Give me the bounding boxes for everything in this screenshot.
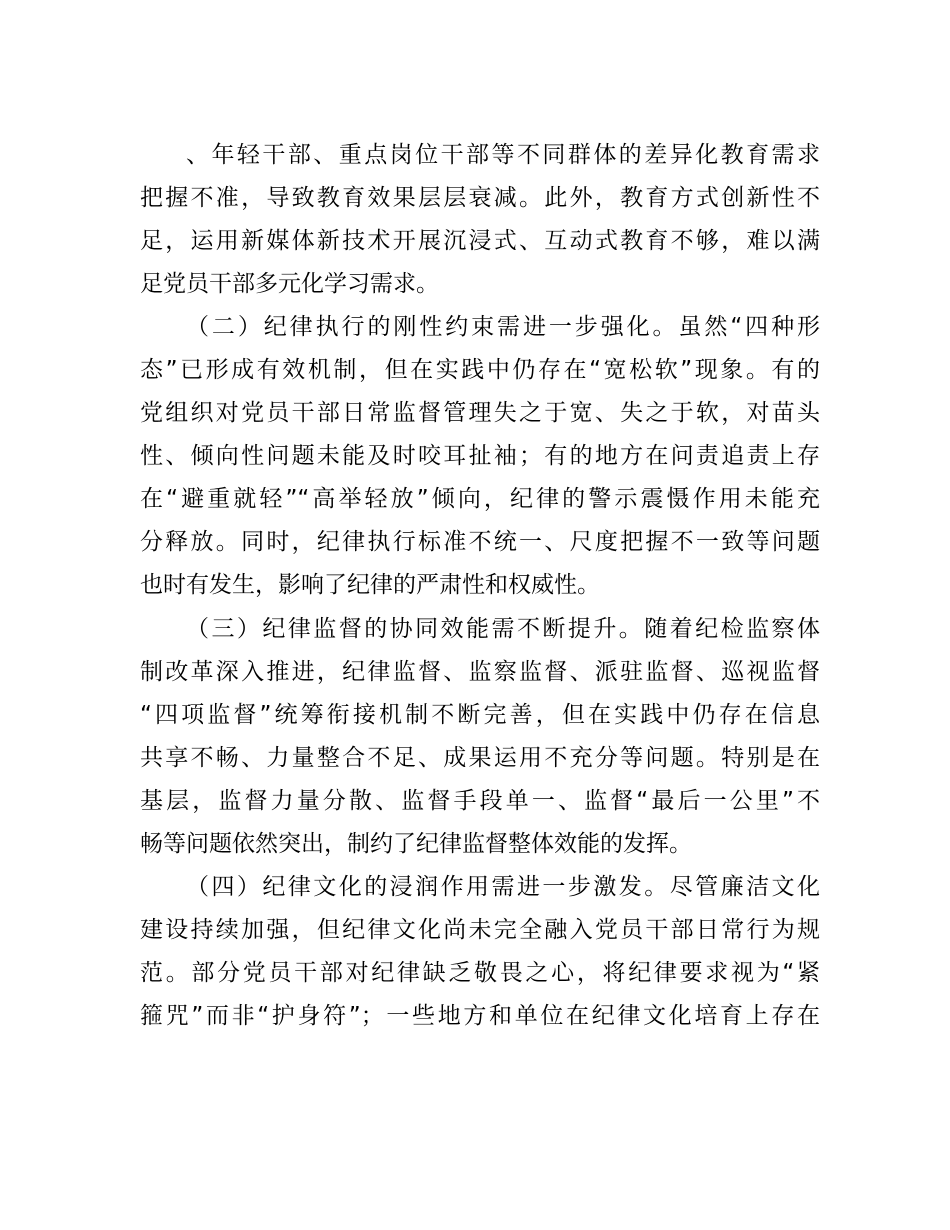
text-line: 建设持续加强，但纪律文化尚未完全融入党员干部日常行为规	[140, 917, 820, 943]
paragraph-discipline-enforcement	[140, 306, 820, 607]
text-line: 范。部分党员干部对纪律缺乏敬畏之心，将纪律要求视为“紧	[140, 960, 820, 986]
text-line: 党组织对党员干部日常监督管理失之于宽、失之于软，对苗头	[140, 400, 820, 426]
paragraph-continued-education-needs	[140, 134, 820, 306]
text-line: 、年轻干部、重点岗位干部等不同群体的差异化教育需求	[186, 142, 820, 168]
text-line: 分释放。同时，纪律执行标准不统一、尺度把握不一致等问题	[140, 529, 820, 555]
paragraph-discipline-supervision	[140, 608, 820, 866]
text-line: 基层，监督力量分散、监督手段单一、监督“最后一公里”不	[140, 788, 820, 814]
text-line: 也时有发生，影响了纪律的严肃性和权威性。	[140, 572, 600, 598]
text-line: （三）纪律监督的协同效能需不断提升。随着纪检监察体	[186, 616, 820, 642]
paragraph-discipline-culture	[140, 866, 820, 1038]
text-line: 把握不准，导致教育效果层层衰减。此外，教育方式创新性不	[140, 185, 820, 211]
text-line: （二）纪律执行的刚性约束需进一步强化。虽然“四种形	[186, 314, 820, 340]
text-line: 制改革深入推进，纪律监督、监察监督、派驻监督、巡视监督	[140, 659, 820, 685]
text-line: 性、倾向性问题未能及时咬耳扯袖；有的地方在问责追责上存	[140, 443, 820, 469]
text-line: “四项监督”统筹衔接机制不断完善，但在实践中仍存在信息	[140, 702, 820, 728]
text-line: 在“避重就轻”“高举轻放”倾向，纪律的警示震慑作用未能充	[140, 486, 820, 512]
text-line: 足，运用新媒体新技术开展沉浸式、互动式教育不够，难以满	[140, 228, 820, 254]
text-line: 足党员干部多元化学习需求。	[140, 271, 439, 297]
text-line: 态”已形成有效机制，但在实践中仍存在“宽松软”现象。有的	[140, 357, 820, 383]
text-line: 共享不畅、力量整合不足、成果运用不充分等问题。特别是在	[140, 745, 820, 771]
text-line: （四）纪律文化的浸润作用需进一步激发。尽管廉洁文化	[186, 874, 820, 900]
text-line: 箍咒”而非“护身符”；一些地方和单位在纪律文化培育上存在	[140, 1003, 820, 1029]
text-line: 畅等问题依然突出，制约了纪律监督整体效能的发挥。	[140, 831, 692, 857]
